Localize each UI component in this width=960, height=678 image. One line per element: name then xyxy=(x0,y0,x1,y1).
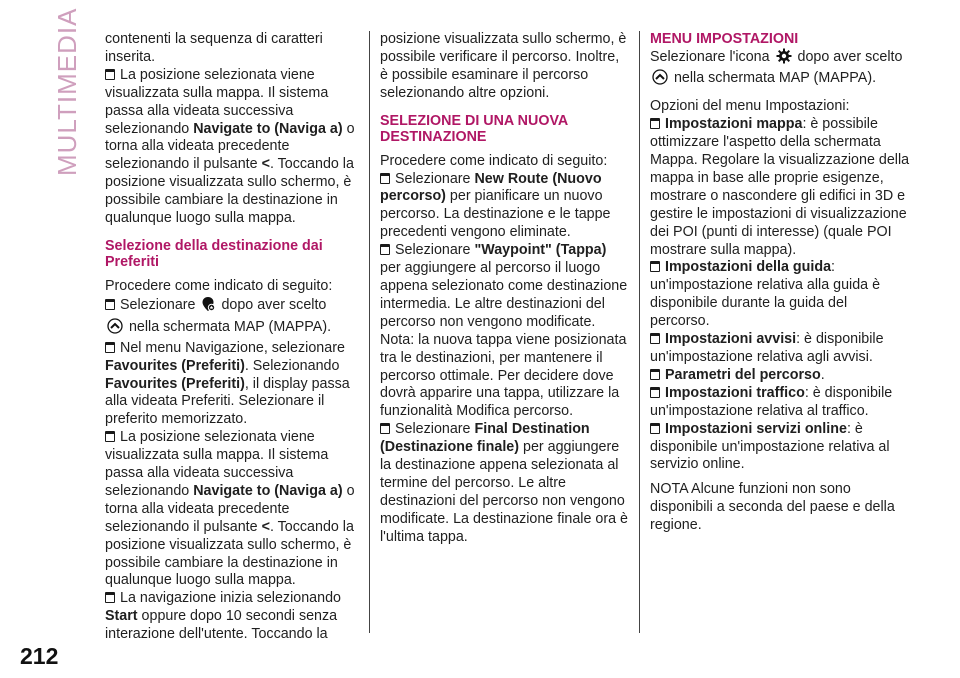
map-pin-star-icon xyxy=(201,296,215,318)
bullet-icon xyxy=(650,261,660,272)
bullet-icon xyxy=(380,173,390,184)
bullet-icon xyxy=(650,423,660,434)
bullet-item: Nel menu Navigazione, selezionare Favourites (Preferiti). Selezionando Favourites (Preferiti), il display passa alla videata Preferiti. Selezionare il preferito memorizzato. xyxy=(105,339,350,428)
bullet-icon xyxy=(380,244,390,255)
bullet-item: Selezionare "Waypoint" (Tappa) per aggiungere al percorso il luogo appena selezionato come destinazione intermedia. Le altre destinazioni del percorso non vengono modificate. Nota: la nuova tappa viene posizionata tra le destinazioni, per mantenere il percorso ottimale. Per decidere dove dovrà apparire una tappa, utilizzare la funzionalità Modifica percorso. xyxy=(380,242,628,420)
bullet-icon xyxy=(380,423,390,434)
paragraph: posizione visualizzata sullo schermo, è possibile verificare il percorso. Inoltre, è possibile esaminare il percorso selezionando altre opzioni. xyxy=(380,31,627,101)
paragraph: Selezionare l'icona dopo aver scelto nella schermata MAP (MAPPA). xyxy=(650,48,910,92)
column-1 xyxy=(105,31,355,644)
bullet-icon xyxy=(105,299,115,310)
bullet-item: La posizione selezionata viene visualizzata sulla mappa. Il sistema passa alla videata successiva selezionando Navigate to (Naviga a) o torna alla videata precedente selezionando il pulsante <. Toccando la posizione visualizzata sullo schermo, è possibile cambiare la destinazione in qualunque luogo sulla mappa. xyxy=(105,429,355,589)
bullet-icon xyxy=(105,342,115,353)
gear-icon xyxy=(776,48,792,70)
section-heading: MENU IMPOSTAZIONI xyxy=(650,31,799,47)
bullet-item: La posizione selezionata viene visualizzata sulla mappa. Il sistema passa alla videata successiva selezionando Navigate to (Naviga a) o torna alla videata precedente selezionando il pulsante <. Toccando la posizione visualizzata sullo schermo, è possibile cambiare la destinazione in qualunque luogo sulla mappa. xyxy=(105,66,355,227)
paragraph: Procedere come indicato di seguito: xyxy=(380,152,608,169)
page-number: 212 xyxy=(20,643,59,669)
chevron-up-menu-icon xyxy=(652,69,668,91)
note: NOTA Alcune funzioni non sono disponibili a seconda del paese e della regione. xyxy=(650,481,895,534)
bullet-icon xyxy=(105,431,115,442)
bullet-icon xyxy=(650,118,660,129)
bullet-icon xyxy=(650,387,660,398)
bullet-item: Impostazioni della guida: un'impostazione relativa alla guida è disponibile durante la guida del percorso. xyxy=(650,259,881,330)
bullet-item: Selezionare New Route (Nuovo percorso) per pianificare un nuovo percorso. La destinazione e le tappe precedenti vengono eliminate. xyxy=(380,170,611,241)
section-tab: MULTIMEDIA xyxy=(52,7,82,176)
bullet-icon xyxy=(650,333,660,344)
bullet-icon xyxy=(105,592,115,603)
paragraph: Opzioni del menu Impostazioni: xyxy=(650,98,850,115)
section-heading: SELEZIONE DI UNA NUOVA DESTINAZIONE xyxy=(380,112,568,146)
chevron-up-menu-icon xyxy=(107,318,123,340)
paragraph: contenenti la sequenza di caratteri inserita. xyxy=(105,31,323,65)
column-divider xyxy=(369,31,370,633)
column-2 xyxy=(380,31,630,547)
column-3 xyxy=(650,31,910,535)
section-heading: Selezione della destinazione dai Preferiti xyxy=(105,237,323,271)
bullet-item: Impostazioni servizi online: è disponibile un'impostazione relativa al servizio online. xyxy=(650,420,890,473)
bullet-icon xyxy=(105,69,115,80)
bullet-icon xyxy=(650,369,660,380)
bullet-item: Selezionare dopo aver scelto nella schermata MAP (MAPPA). xyxy=(105,296,355,340)
bullet-item: Selezionare Final Destination (Destinazione finale) per aggiungere la destinazione appena selezionata al termine del percorso. Le altre destinazioni del percorso non vengono modificate. La destinazione finale ora è l'ultima tappa. xyxy=(380,421,628,545)
paragraph: Procedere come indicato di seguito: xyxy=(105,277,333,294)
bullet-item: Impostazioni mappa: è possibile ottimizzare l'aspetto della schermata Mappa. Regolare la visualizzazione della mappa in base alle proprie esigenze, mostrare o nascondere gli edifici in 3D e gestire le impostazioni di visualizzazione dei POI (punti di interesse) (quale POI mostrare sulla mappa). xyxy=(650,116,910,258)
bullet-item: Impostazioni traffico: è disponibile un'impostazione relativa al traffico. xyxy=(650,384,893,419)
bullet-item: Impostazioni avvisi: è disponibile un'impostazione relativa agli avvisi. xyxy=(650,331,884,365)
bullet-item: Parametri del percorso. xyxy=(650,367,910,385)
column-divider xyxy=(639,31,640,633)
bullet-item: La navigazione inizia selezionando Start oppure dopo 10 secondi senza interazione dell'utente. Toccando la xyxy=(105,590,341,643)
